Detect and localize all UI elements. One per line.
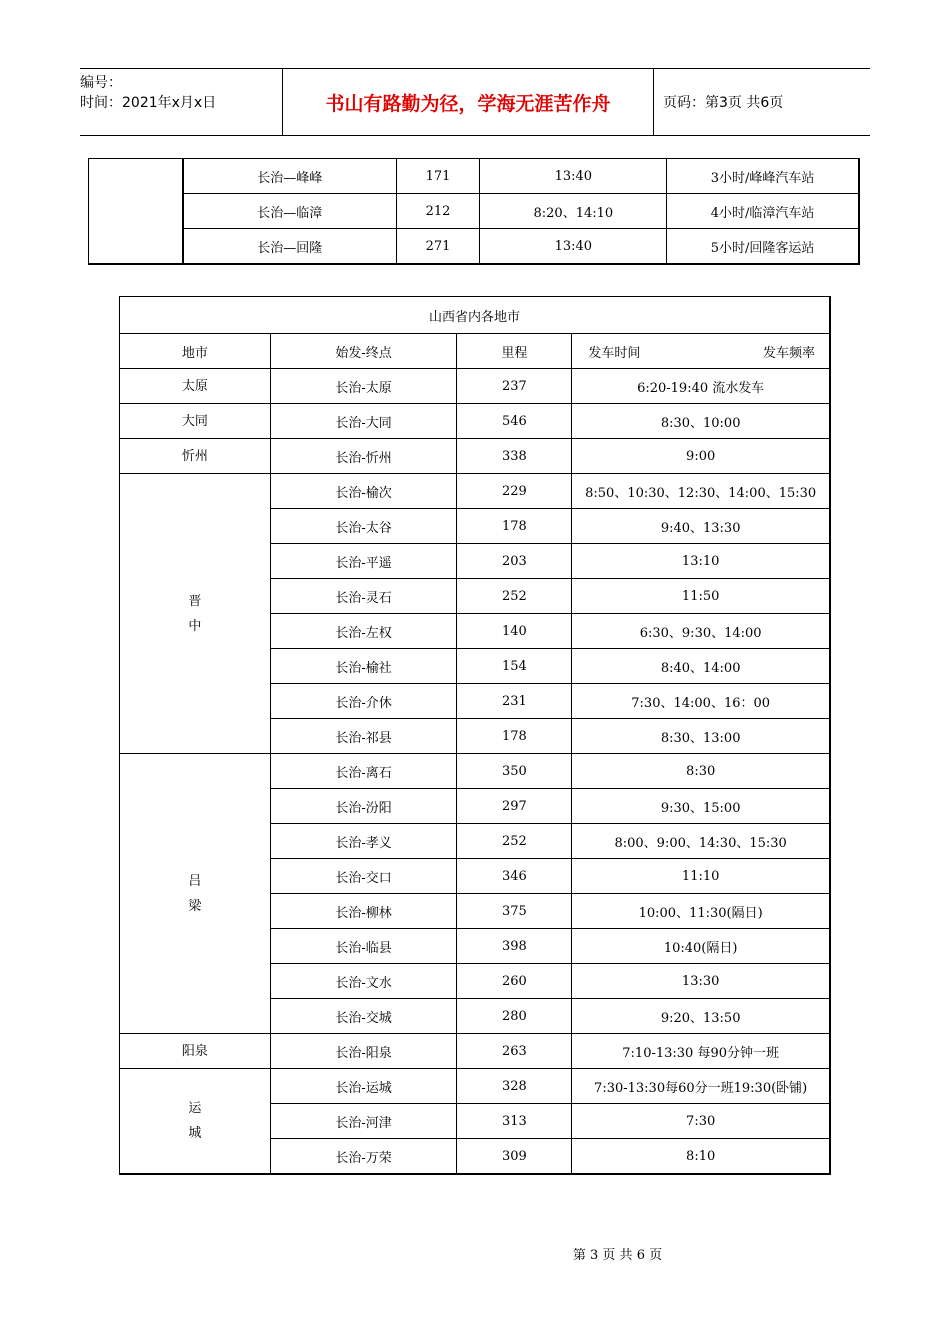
city-cell xyxy=(120,753,270,1033)
route-cell: 长治-左权 xyxy=(270,613,457,648)
header-distance: 里程 xyxy=(456,333,571,368)
city-label: 晋 xyxy=(188,593,202,609)
route-cell: 长治—临漳 xyxy=(184,193,396,228)
distance-cell: 203 xyxy=(456,543,571,578)
time-cell: 8:30、13:00 xyxy=(571,718,829,753)
city-cell xyxy=(120,403,270,438)
route-cell: 长治-交城 xyxy=(270,998,457,1033)
time-cell: 9:40、13:30 xyxy=(571,508,829,543)
header-time xyxy=(571,333,829,368)
distance-cell: 546 xyxy=(456,403,571,438)
table-row xyxy=(89,159,858,193)
distance-cell: 140 xyxy=(456,613,571,648)
city-cell xyxy=(120,1068,270,1173)
route-cell: 长治-运城 xyxy=(270,1068,457,1103)
route-cell: 长治-平遥 xyxy=(270,543,457,578)
time-cell: 8:30、10:00 xyxy=(571,403,829,438)
time-cell: 11:10 xyxy=(571,858,829,893)
city-label: 梁 xyxy=(188,898,202,914)
page-header xyxy=(80,68,870,136)
table-row xyxy=(89,228,858,263)
time-cell: 9:00 xyxy=(571,438,829,473)
city-cell xyxy=(120,1033,270,1068)
distance-cell: 231 xyxy=(456,683,571,718)
time-label: 时间：2021年x月x日 xyxy=(80,95,217,111)
distance-cell: 375 xyxy=(456,893,571,928)
table-row xyxy=(120,1068,829,1103)
distance-cell: 313 xyxy=(456,1103,571,1138)
distance-cell: 252 xyxy=(456,578,571,613)
distance-cell: 260 xyxy=(456,963,571,998)
time-cell: 7:10-13:30 每90分钟一班 xyxy=(571,1033,829,1068)
time-cell: 13:40 xyxy=(479,159,666,193)
header-page-label: 页码：第3页 共6页 xyxy=(663,95,784,111)
time-cell: 11:50 xyxy=(571,578,829,613)
time-cell: 13:30 xyxy=(571,963,829,998)
city-label: 忻州 xyxy=(181,448,208,464)
distance-cell: 237 xyxy=(456,368,571,403)
note-cell: 3小时/峰峰汽车站 xyxy=(666,159,858,193)
shanxi-route-table xyxy=(119,296,831,1175)
distance-cell: 271 xyxy=(396,228,480,263)
header-divider xyxy=(653,69,654,135)
route-cell: 长治-祁县 xyxy=(270,718,457,753)
city-cell xyxy=(120,473,270,753)
time-cell: 8:30 xyxy=(571,753,829,788)
city-cell xyxy=(120,438,270,473)
route-cell: 长治—回隆 xyxy=(184,228,396,263)
route-cell: 长治-榆次 xyxy=(270,473,457,508)
table-row xyxy=(120,1033,829,1068)
distance-cell: 280 xyxy=(456,998,571,1033)
time-cell: 10:40(隔日) xyxy=(571,928,829,963)
time-cell: 8:40、14:00 xyxy=(571,648,829,683)
header-departure-time: 发车时间 xyxy=(588,345,641,361)
note-cell: 5小时/回隆客运站 xyxy=(666,228,858,263)
route-cell: 长治-汾阳 xyxy=(270,788,457,823)
time-cell: 13:40 xyxy=(479,228,666,263)
header-meta xyxy=(80,69,282,135)
distance-cell: 328 xyxy=(456,1068,571,1103)
distance-cell: 297 xyxy=(456,788,571,823)
table-row xyxy=(89,193,858,228)
time-cell: 8:50、10:30、12:30、14:00、15:30 xyxy=(571,473,829,508)
route-cell: 长治-阳泉 xyxy=(270,1033,457,1068)
header-motto: 书山有路勤为径，学海无涯苦作舟 xyxy=(325,92,611,115)
distance-cell: 398 xyxy=(456,928,571,963)
time-cell: 7:30-13:30每60分一班19:30(卧铺) xyxy=(571,1068,829,1103)
header-frequency: 发车频率 xyxy=(762,345,815,361)
table-row xyxy=(120,753,829,788)
city-label: 阳泉 xyxy=(181,1043,208,1059)
route-cell: 长治-交口 xyxy=(270,858,457,893)
route-cell: 长治-介休 xyxy=(270,683,457,718)
distance-cell: 346 xyxy=(456,858,571,893)
city-label: 中 xyxy=(188,618,202,634)
time-cell: 7:30、14:00、16：00 xyxy=(571,683,829,718)
route-cell: 长治-文水 xyxy=(270,963,457,998)
distance-cell: 171 xyxy=(396,159,480,193)
route-cell: 长治-太原 xyxy=(270,368,457,403)
distance-cell: 252 xyxy=(456,823,571,858)
time-cell: 6:30、9:30、14:00 xyxy=(571,613,829,648)
header-route: 始发-终点 xyxy=(270,333,457,368)
note-cell: 4小时/临漳汽车站 xyxy=(666,193,858,228)
distance-cell: 178 xyxy=(456,718,571,753)
route-cell: 长治-离石 xyxy=(270,753,457,788)
time-cell: 8:00、9:00、14:30、15:30 xyxy=(571,823,829,858)
route-cell: 长治-太谷 xyxy=(270,508,457,543)
city-label: 城 xyxy=(188,1126,202,1141)
number-label: 编号： xyxy=(80,75,122,91)
city-label: 太原 xyxy=(181,378,208,394)
city-cell xyxy=(120,368,270,403)
page-footer: 第 3 页 共 6 页 xyxy=(572,1248,663,1263)
header-city: 地市 xyxy=(120,333,270,368)
time-cell: 7:30 xyxy=(571,1103,829,1138)
time-cell: 10:00、11:30(隔日) xyxy=(571,893,829,928)
time-cell: 6:20-19:40 流水发车 xyxy=(571,368,829,403)
distance-cell: 309 xyxy=(456,1138,571,1173)
time-cell: 8:20、14:10 xyxy=(479,193,666,228)
distance-cell: 154 xyxy=(456,648,571,683)
distance-cell: 212 xyxy=(396,193,480,228)
table-row xyxy=(120,403,829,438)
time-cell: 13:10 xyxy=(571,543,829,578)
route-cell: 长治—峰峰 xyxy=(257,170,323,186)
city-label: 运 xyxy=(188,1101,202,1116)
city-label: 吕 xyxy=(188,873,202,889)
route-cell: 长治-柳林 xyxy=(270,893,457,928)
top-route-table xyxy=(88,158,860,265)
table-row xyxy=(120,438,829,473)
table-row xyxy=(120,368,829,403)
route-cell: 长治-孝义 xyxy=(270,823,457,858)
route-cell: 长治-万荣 xyxy=(270,1138,457,1173)
route-cell: 长治-忻州 xyxy=(270,438,457,473)
route-cell: 长治-榆社 xyxy=(270,648,457,683)
time-cell: 9:30、15:00 xyxy=(571,788,829,823)
distance-cell: 338 xyxy=(456,438,571,473)
time-cell: 9:20、13:50 xyxy=(571,998,829,1033)
route-cell: 长治-大同 xyxy=(270,403,457,438)
route-cell: 长治-灵石 xyxy=(270,578,457,613)
time-cell: 8:10 xyxy=(571,1138,829,1173)
group-cell xyxy=(89,159,184,263)
route-cell: 长治-临县 xyxy=(270,928,457,963)
distance-cell: 263 xyxy=(456,1033,571,1068)
table-row xyxy=(120,473,829,508)
distance-cell: 350 xyxy=(456,753,571,788)
table-title: 山西省内各地市 xyxy=(428,309,520,325)
distance-cell: 229 xyxy=(456,473,571,508)
route-cell: 长治-河津 xyxy=(270,1103,457,1138)
city-label: 大同 xyxy=(181,413,208,429)
distance-cell: 178 xyxy=(456,508,571,543)
